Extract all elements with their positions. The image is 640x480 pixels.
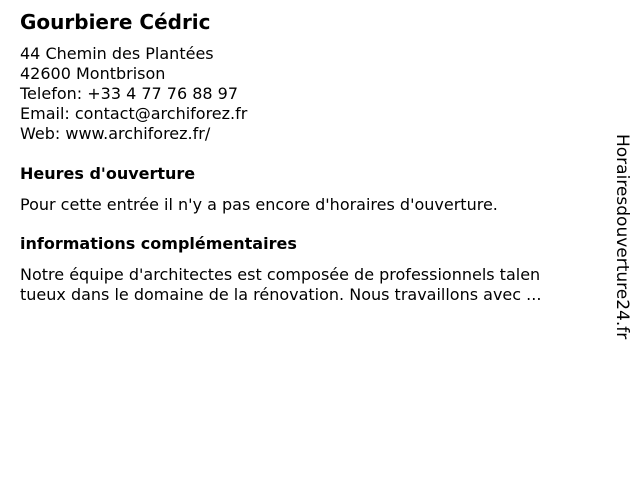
additional-info-line-2: tueux dans le domaine de la rénovation. Nous travaillons avec ... <box>20 285 542 304</box>
address-street: 44 Chemin des Plantées <box>20 44 214 63</box>
website-address: Web: www.archiforez.fr/ <box>20 124 211 143</box>
additional-info-heading: informations complémentaires <box>20 234 297 253</box>
email-address: Email: contact@archiforez.fr <box>20 104 248 123</box>
opening-hours-text: Pour cette entrée il n'y a pas encore d'horaires d'ouverture. <box>20 195 498 214</box>
phone-number: Telefon: +33 4 77 76 88 97 <box>20 84 239 103</box>
opening-hours-heading: Heures d'ouverture <box>20 164 196 183</box>
address-city: 42600 Montbrison <box>20 64 166 83</box>
additional-info-line-1: Notre équipe d'architectes est composée de professionnels talen <box>20 265 541 284</box>
site-watermark: Horairesdouverture24.fr <box>612 134 632 340</box>
business-name: Gourbiere Cédric <box>20 10 211 34</box>
